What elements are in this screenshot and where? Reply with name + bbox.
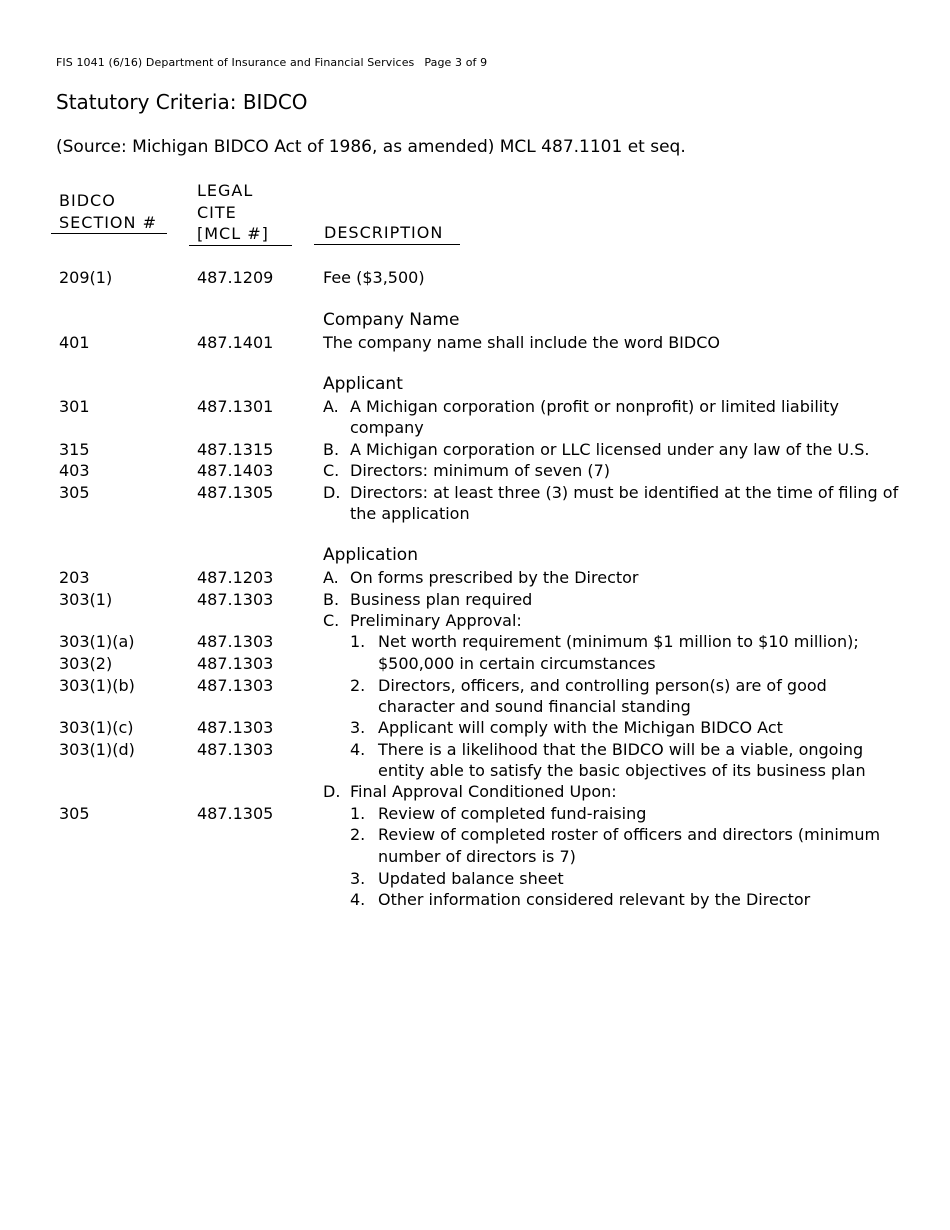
description-cell: Preliminary Approval:: [350, 611, 522, 630]
description-cell: company: [350, 418, 424, 437]
list-marker: A.: [323, 397, 339, 416]
page-number: Page 3 of 9: [424, 56, 488, 69]
column-header-section-line: BIDCO: [59, 191, 116, 210]
legal-cite-cell: 487.1401: [197, 333, 274, 352]
description-cell: Review of completed roster of officers and directors (minimum: [378, 825, 881, 844]
legal-cite-cell: 487.1303: [197, 654, 274, 673]
column-header-section: [51, 190, 167, 234]
table-row: [0, 653, 950, 675]
legal-cite-cell: 487.1209: [197, 268, 274, 287]
bidco-section-cell: 303(1)(b): [59, 676, 135, 695]
list-marker: B.: [323, 440, 340, 459]
legal-cite-cell: 487.1303: [197, 632, 274, 651]
bidco-section-cell: 203: [59, 568, 90, 587]
legal-cite-cell: 487.1315: [197, 440, 274, 459]
table-row: [0, 460, 950, 482]
description-cell: number of directors is 7): [378, 847, 576, 866]
description-cell: Directors: minimum of seven (7): [350, 461, 610, 480]
column-header-section-line: SECTION #: [59, 212, 157, 232]
table-row: [0, 631, 950, 653]
list-marker: D.: [323, 782, 341, 801]
form-id: FIS 1041 (6/16) Department of Insurance and Financial Services: [56, 56, 415, 69]
bidco-section-cell: 401: [59, 333, 90, 352]
table-row: [0, 717, 950, 739]
description-cell: There is a likelihood that the BIDCO will be a viable, ongoing: [378, 740, 864, 759]
legal-cite-cell: 487.1403: [197, 461, 274, 480]
column-header-cite-line: LEGAL: [197, 181, 254, 200]
bidco-section-cell: 403: [59, 461, 90, 480]
table-row: [0, 610, 950, 632]
description-cell: character and sound financial standing: [378, 697, 691, 716]
description-cell: Other information considered relevant by the Director: [378, 890, 811, 909]
list-marker: 3.: [350, 869, 366, 888]
table-row: [0, 868, 950, 890]
column-header-description: [314, 222, 460, 245]
description-cell: the application: [350, 504, 470, 523]
form-header: [56, 56, 487, 69]
description-cell: On forms prescribed by the Director: [350, 568, 639, 587]
description-cell: A Michigan corporation (profit or nonprofit) or limited liability: [350, 397, 839, 416]
list-marker: 2.: [350, 676, 366, 695]
section-subheading: Application: [323, 545, 418, 565]
section-subheading: Company Name: [323, 310, 460, 330]
description-cell: A Michigan corporation or LLC licensed under any law of the U.S.: [350, 440, 870, 459]
description-cell: $500,000 in certain circumstances: [378, 654, 656, 673]
bidco-section-cell: 305: [59, 804, 90, 823]
table-row: [0, 739, 950, 761]
description-cell: Business plan required: [350, 590, 533, 609]
list-marker: 1.: [350, 632, 366, 651]
table-row: [0, 417, 950, 439]
table-row: [0, 846, 950, 868]
bidco-section-cell: 303(1)(c): [59, 718, 134, 737]
page-title: Statutory Criteria: BIDCO: [56, 90, 308, 114]
bidco-section-cell: 303(2): [59, 654, 113, 673]
description-cell: entity able to satisfy the basic objectives of its business plan: [378, 761, 866, 780]
section-subheading-row: [0, 310, 950, 332]
column-header-cite-line: CITE: [197, 202, 237, 222]
list-marker: B.: [323, 590, 340, 609]
list-marker: 1.: [350, 804, 366, 823]
section-subheading-row: [0, 374, 950, 396]
description-cell: Applicant will comply with the Michigan BIDCO Act: [378, 718, 783, 737]
list-marker: C.: [323, 461, 340, 480]
bidco-section-cell: 303(1)(a): [59, 632, 135, 651]
table-row: [0, 396, 950, 418]
table-row: [0, 589, 950, 611]
legal-cite-cell: 487.1303: [197, 590, 274, 609]
description-cell: Directors: at least three (3) must be identified at the time of filing of: [350, 483, 899, 502]
column-header-cite-line: [MCL #]: [197, 224, 269, 243]
description-cell: Net worth requirement (minimum $1 million to $10 million);: [378, 632, 859, 651]
table-row: [0, 760, 950, 782]
bidco-section-cell: 303(1)(d): [59, 740, 135, 759]
bidco-section-cell: 301: [59, 397, 90, 416]
description-cell: Updated balance sheet: [378, 869, 564, 888]
legal-cite-cell: 487.1303: [197, 676, 274, 695]
table-row: [0, 267, 950, 289]
description-cell: Directors, officers, and controlling person(s) are of good: [378, 676, 827, 695]
table-row: [0, 332, 950, 354]
section-subheading: Applicant: [323, 374, 403, 394]
legal-cite-cell: 487.1303: [197, 740, 274, 759]
description-cell: Fee ($3,500): [323, 268, 425, 287]
description-cell: Final Approval Conditioned Upon:: [350, 782, 617, 801]
table-row: [0, 781, 950, 803]
column-header-cite: [189, 180, 292, 246]
list-marker: 4.: [350, 740, 366, 759]
table-row: [0, 439, 950, 461]
table-row: [0, 824, 950, 846]
table-row: [0, 889, 950, 911]
table-row: [0, 567, 950, 589]
legal-cite-cell: 487.1305: [197, 804, 274, 823]
legal-cite-cell: 487.1303: [197, 718, 274, 737]
description-cell: Review of completed fund-raising: [378, 804, 647, 823]
section-subheading-row: [0, 545, 950, 567]
source-citation: (Source: Michigan BIDCO Act of 1986, as amended) MCL 487.1101 et seq.: [56, 137, 686, 157]
list-marker: A.: [323, 568, 339, 587]
table-row: [0, 803, 950, 825]
table-row: [0, 696, 950, 718]
bidco-section-cell: 209(1): [59, 268, 113, 287]
table-row: [0, 503, 950, 525]
bidco-section-cell: 315: [59, 440, 90, 459]
list-marker: 2.: [350, 825, 366, 844]
list-marker: 4.: [350, 890, 366, 909]
bidco-section-cell: 305: [59, 483, 90, 502]
table-row: [0, 482, 950, 504]
legal-cite-cell: 487.1301: [197, 397, 274, 416]
bidco-section-cell: 303(1): [59, 590, 113, 609]
column-header-description-label: DESCRIPTION: [324, 223, 444, 242]
list-marker: 3.: [350, 718, 366, 737]
legal-cite-cell: 487.1305: [197, 483, 274, 502]
list-marker: C.: [323, 611, 340, 630]
legal-cite-cell: 487.1203: [197, 568, 274, 587]
description-cell: The company name shall include the word BIDCO: [323, 333, 720, 352]
table-row: [0, 675, 950, 697]
list-marker: D.: [323, 483, 341, 502]
